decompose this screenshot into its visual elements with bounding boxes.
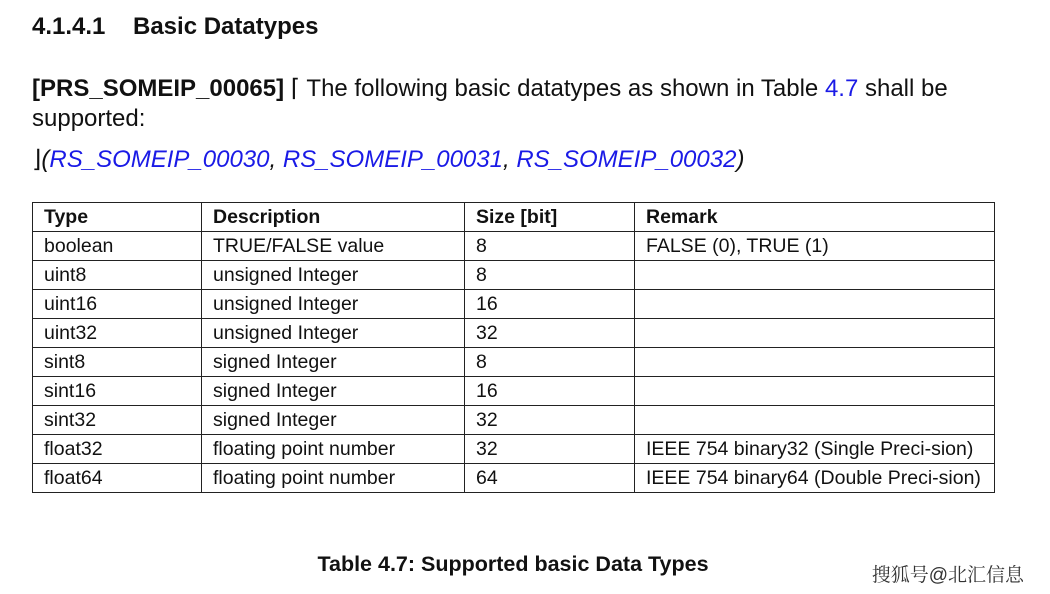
table-header-row bbox=[33, 203, 995, 232]
table-row bbox=[33, 232, 995, 261]
cell-description: floating point number bbox=[202, 435, 465, 464]
datatypes-table bbox=[32, 202, 995, 493]
cell-remark bbox=[635, 290, 995, 319]
cell-description: unsigned Integer bbox=[202, 290, 465, 319]
cell-size: 32 bbox=[465, 319, 635, 348]
cell-remark bbox=[635, 377, 995, 406]
table-reference-link[interactable]: 4.7 bbox=[824, 75, 859, 102]
table-row bbox=[33, 319, 995, 348]
cell-remark bbox=[635, 406, 995, 435]
cell-size: 8 bbox=[465, 348, 635, 377]
trace-link-00030[interactable]: RS_SOMEIP_00030 bbox=[49, 146, 270, 173]
cell-description: unsigned Integer bbox=[202, 319, 465, 348]
requirement-open-bracket: ⌈ bbox=[290, 75, 301, 102]
cell-remark: IEEE 754 binary32 (Single Preci-sion) bbox=[635, 435, 995, 464]
cell-type: uint8 bbox=[33, 261, 202, 290]
table-row bbox=[33, 290, 995, 319]
trace-separator: , bbox=[502, 146, 517, 173]
cell-remark bbox=[635, 319, 995, 348]
cell-type: sint32 bbox=[33, 406, 202, 435]
cell-description: TRUE/FALSE value bbox=[202, 232, 465, 261]
cell-type: uint16 bbox=[33, 290, 202, 319]
table-row bbox=[33, 406, 995, 435]
table-row bbox=[33, 377, 995, 406]
cell-remark: FALSE (0), TRUE (1) bbox=[635, 232, 995, 261]
requirement-text-before: The following basic datatypes as shown in Table bbox=[300, 75, 825, 102]
cell-remark bbox=[635, 261, 995, 290]
trace-link-00031[interactable]: RS_SOMEIP_00031 bbox=[282, 146, 503, 173]
cell-size: 16 bbox=[465, 377, 635, 406]
table-row bbox=[33, 464, 995, 493]
requirement-close-bracket: ⌋ bbox=[32, 146, 42, 173]
cell-remark bbox=[635, 348, 995, 377]
cell-remark: IEEE 754 binary64 (Double Preci-sion) bbox=[635, 464, 995, 493]
requirement-paragraph bbox=[32, 74, 1022, 134]
cell-description: signed Integer bbox=[202, 406, 465, 435]
column-header-size: Size [bit] bbox=[465, 203, 635, 232]
column-header-remark: Remark bbox=[635, 203, 995, 232]
cell-description: floating point number bbox=[202, 464, 465, 493]
cell-description: unsigned Integer bbox=[202, 261, 465, 290]
cell-size: 16 bbox=[465, 290, 635, 319]
cell-size: 32 bbox=[465, 435, 635, 464]
requirement-text-after: shall be supported: bbox=[32, 75, 948, 132]
cell-type: sint8 bbox=[33, 348, 202, 377]
cell-size: 32 bbox=[465, 406, 635, 435]
cell-type: float32 bbox=[33, 435, 202, 464]
trace-open-paren: ( bbox=[41, 146, 50, 173]
table-row bbox=[33, 261, 995, 290]
table-row bbox=[33, 435, 995, 464]
watermark: 搜狐号@北汇信息 bbox=[871, 565, 1024, 586]
cell-size: 64 bbox=[465, 464, 635, 493]
trace-separator: , bbox=[269, 146, 283, 173]
cell-type: float64 bbox=[33, 464, 202, 493]
section-heading bbox=[32, 13, 318, 41]
trace-line bbox=[32, 145, 1022, 174]
section-title: Basic Datatypes bbox=[133, 13, 319, 40]
column-header-type: Type bbox=[33, 203, 202, 232]
cell-type: sint16 bbox=[33, 377, 202, 406]
trace-link-00032[interactable]: RS_SOMEIP_00032 bbox=[516, 146, 737, 173]
cell-type: uint32 bbox=[33, 319, 202, 348]
cell-description: signed Integer bbox=[202, 348, 465, 377]
column-header-description: Description bbox=[202, 203, 465, 232]
cell-type: boolean bbox=[33, 232, 202, 261]
requirement-id: [PRS_SOMEIP_00065] bbox=[32, 75, 285, 102]
table-caption: Table 4.7: Supported basic Data Types bbox=[317, 552, 709, 576]
section-number: 4.1.4.1 bbox=[32, 13, 106, 40]
table-row bbox=[33, 348, 995, 377]
cell-size: 8 bbox=[465, 261, 635, 290]
cell-size: 8 bbox=[465, 232, 635, 261]
cell-description: signed Integer bbox=[202, 377, 465, 406]
trace-close-paren: ) bbox=[736, 146, 745, 173]
